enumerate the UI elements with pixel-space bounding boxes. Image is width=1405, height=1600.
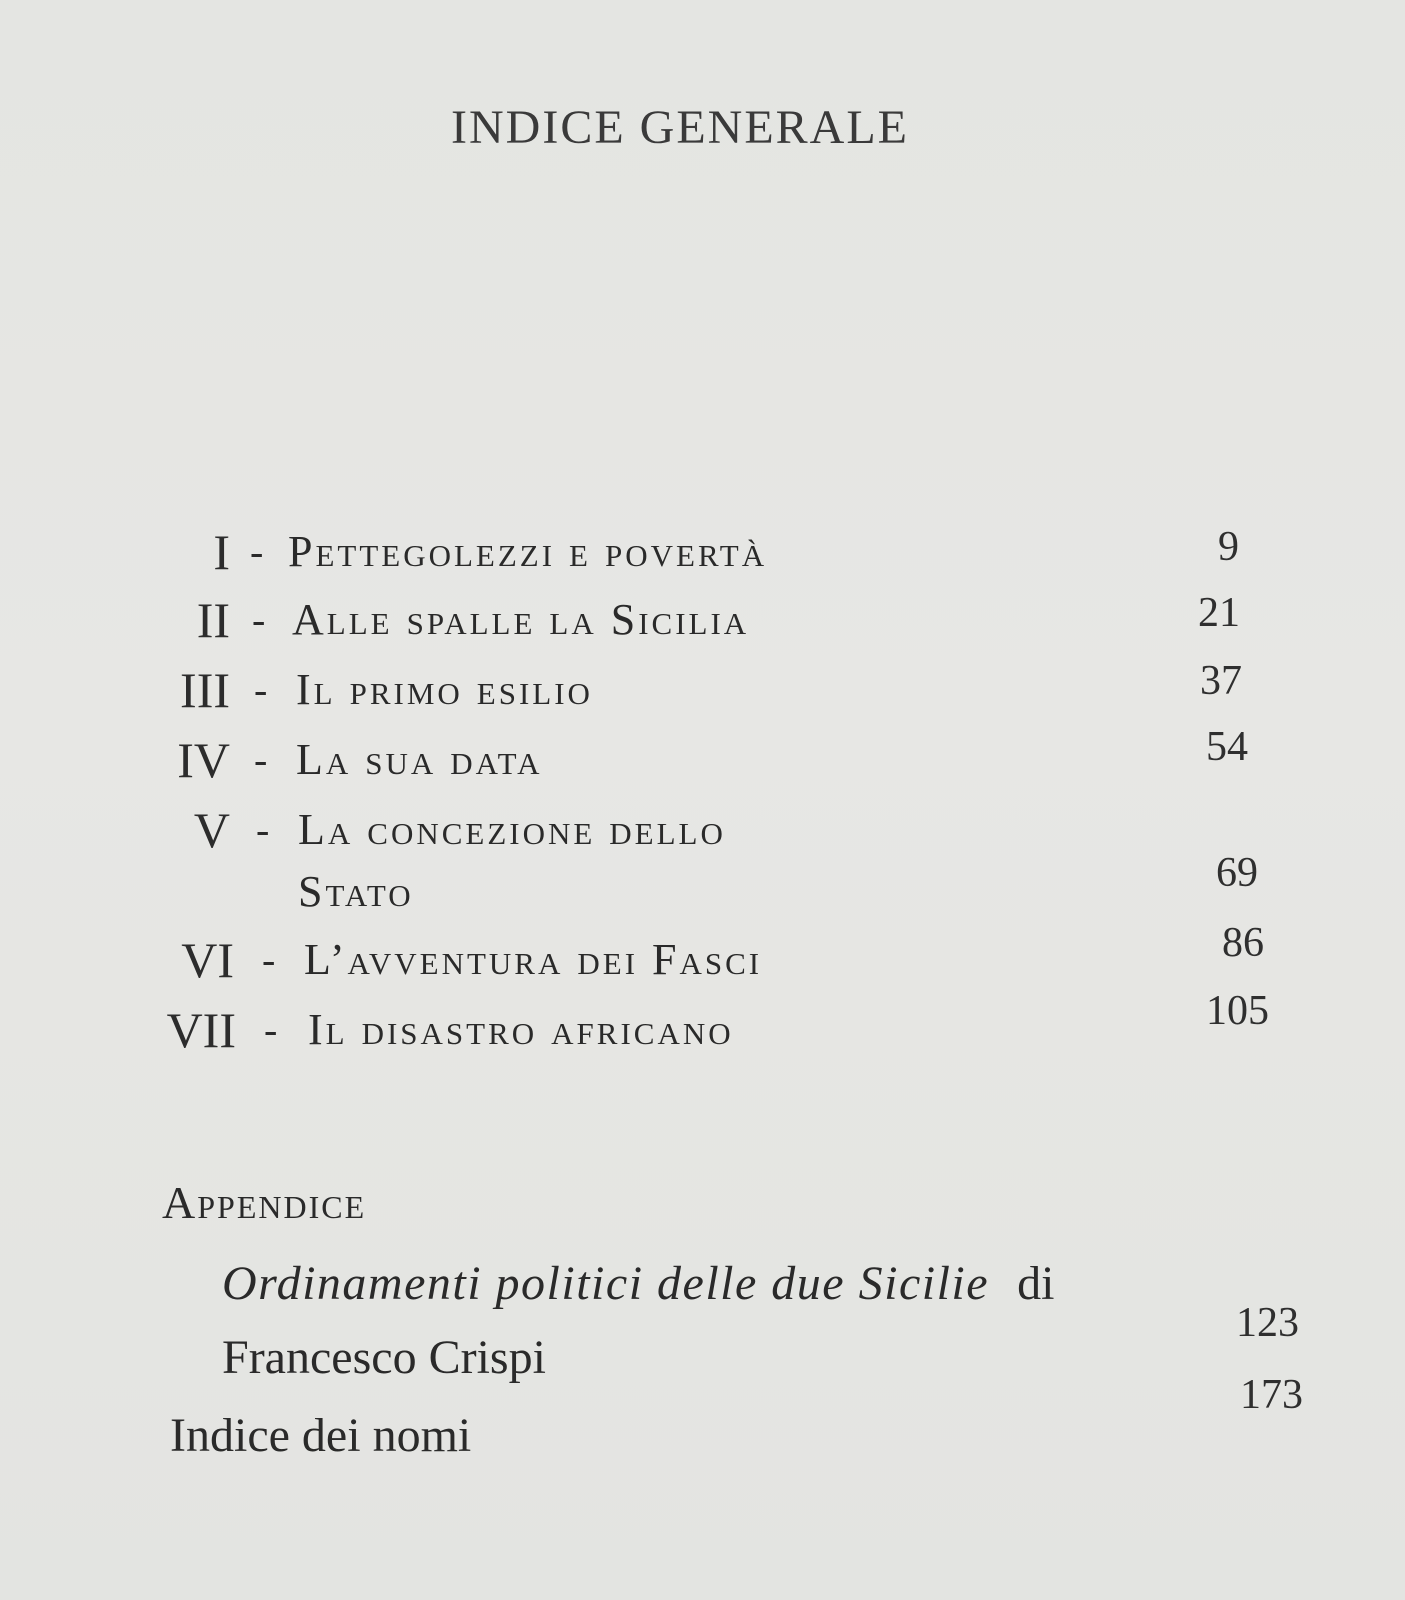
chapter-title: Il disastro africano: [308, 1005, 734, 1054]
toc-entry: [0, 660, 1405, 720]
toc-entry: [0, 522, 1405, 582]
chapter-title-line1: La concezione dello: [298, 805, 726, 854]
page-number: 21: [1198, 590, 1240, 636]
chapter-numeral: VI: [181, 932, 234, 988]
separator: -: [264, 1007, 278, 1052]
chapter-title: Pettegolezzi e povertà: [288, 527, 768, 576]
separator: -: [262, 937, 276, 982]
separator: -: [254, 737, 268, 782]
toc-entry: [0, 800, 1405, 930]
chapter-numeral: III: [180, 662, 230, 718]
chapter-title: Alle spalle la Sicilia: [292, 595, 750, 644]
page-title: INDICE GENERALE: [451, 101, 909, 154]
toc-entry: [0, 590, 1405, 650]
page-number: 54: [1206, 724, 1248, 770]
appendix-entry-line1: [222, 1256, 1054, 1311]
chapter-numeral: IV: [177, 732, 230, 788]
separator: -: [254, 667, 268, 712]
appendix-entry-line2: Francesco Crispi: [222, 1331, 546, 1384]
separator: -: [256, 807, 270, 852]
appendix-heading: Appendice: [162, 1177, 367, 1228]
chapter-title: Il primo esilio: [296, 665, 593, 714]
page-number: 86: [1222, 920, 1264, 966]
toc-entry: [0, 988, 1405, 1060]
toc-entry: [0, 920, 1405, 990]
toc-entry: [0, 724, 1405, 790]
separator: -: [250, 529, 264, 574]
page-number: 69: [1216, 850, 1258, 896]
appendix-entry-di: di: [1017, 1257, 1055, 1310]
chapter-numeral: II: [196, 592, 230, 648]
page-number: 9: [1218, 524, 1239, 570]
appendix-page-number: 123: [1236, 1300, 1299, 1346]
chapter-numeral: V: [193, 802, 230, 858]
index-page-number: 173: [1240, 1372, 1303, 1418]
page-number: 105: [1206, 988, 1269, 1034]
chapter-title-line2: Stato: [298, 867, 414, 916]
separator: -: [252, 597, 266, 642]
chapter-title: La sua data: [296, 735, 543, 784]
index-of-names: Indice dei nomi: [170, 1409, 472, 1462]
chapter-numeral: I: [213, 524, 230, 580]
appendix-entry-title: Ordinamenti politici delle due Sicilie: [222, 1257, 990, 1310]
chapter-title: L’avventura dei Fasci: [304, 935, 763, 984]
page-number: 37: [1200, 658, 1242, 704]
chapter-numeral: VII: [166, 1002, 236, 1058]
